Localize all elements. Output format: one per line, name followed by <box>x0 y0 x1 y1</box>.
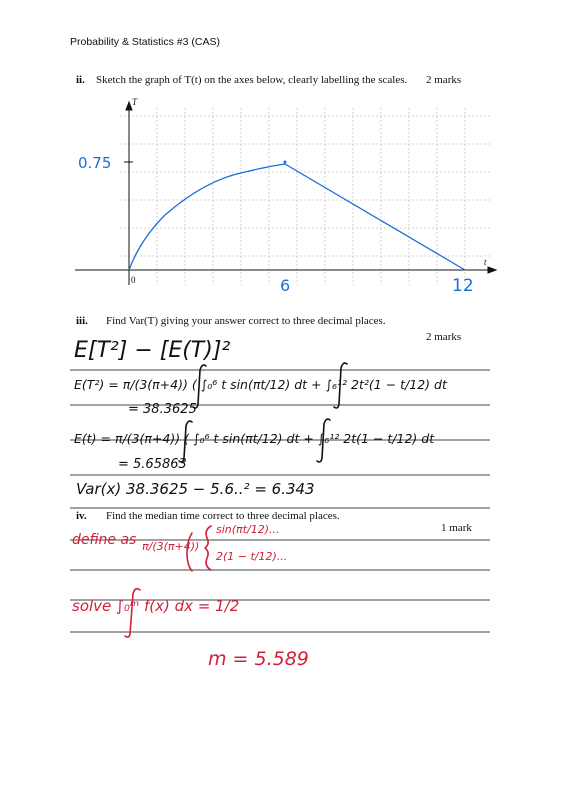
work-iii-line3: E(t) = π/(3(π+4)) ( ∫₀⁶ t sin(πt/12) dt + ∫₆¹² 2t(1 − t/12) dt <box>74 431 435 446</box>
part-ii-marks: 2 marks <box>426 74 462 86</box>
graph-x-tick-label-end: 12 <box>452 276 474 296</box>
graph-axes <box>75 102 496 285</box>
work-iii-line2-result: = 38.3625 <box>128 402 197 417</box>
page-header: Probability & Statistics #3 (CAS) <box>70 36 220 48</box>
graph-origin-label: 0 <box>131 275 136 285</box>
graph-x-axis-label: t <box>484 257 487 267</box>
work-iv-coefficient: π/(3(π+4)) <box>142 540 200 553</box>
graph-y-axis-label: T <box>132 97 138 107</box>
part-iii-question: Find Var(T) giving your answer correct to three decimal places. <box>106 315 386 327</box>
work-iv-define: define as <box>72 532 137 548</box>
part-ii-label: ii. <box>76 74 85 86</box>
part-iv-label: iv. <box>76 510 87 522</box>
work-iii-line4: Var(x) 38.3625 − 5.6..² = 6.343 <box>76 480 315 498</box>
part-iv-question: Find the median time correct to three decimal places. <box>106 510 340 522</box>
graph-x-tick-label-mid: 6 <box>280 276 291 295</box>
graph-y-tick-label: 0.75 <box>78 154 112 172</box>
work-iii-line3-result: = 5.65863 <box>118 457 187 472</box>
work-iii-line2: E(T²) = π/(3(π+4)) ( ∫₀⁶ t sin(πt/12) dt + ∫₆¹² 2t²(1 − t/12) dt <box>74 377 447 392</box>
part-iv-marks: 1 mark <box>441 522 472 534</box>
work-iv-piece2: 2(1 − t/12)... <box>216 550 288 563</box>
part-iii-label: iii. <box>76 315 88 327</box>
part-iii-marks: 2 marks <box>426 331 462 343</box>
work-iii-line1: E[T²] − [E(T)]² <box>74 338 231 363</box>
work-iv-solve: solve ∫₀ᵐ f(x) dx = 1/2 <box>72 597 240 615</box>
graph-grid <box>120 108 490 285</box>
work-iv-piece1: sin(πt/12)... <box>216 523 280 536</box>
graph-peak-point <box>284 161 287 164</box>
work-iv-answer: m = 5.589 <box>208 648 309 670</box>
part-ii-question: Sketch the graph of T(t) on the axes below, clearly labelling the scales. <box>96 74 408 86</box>
